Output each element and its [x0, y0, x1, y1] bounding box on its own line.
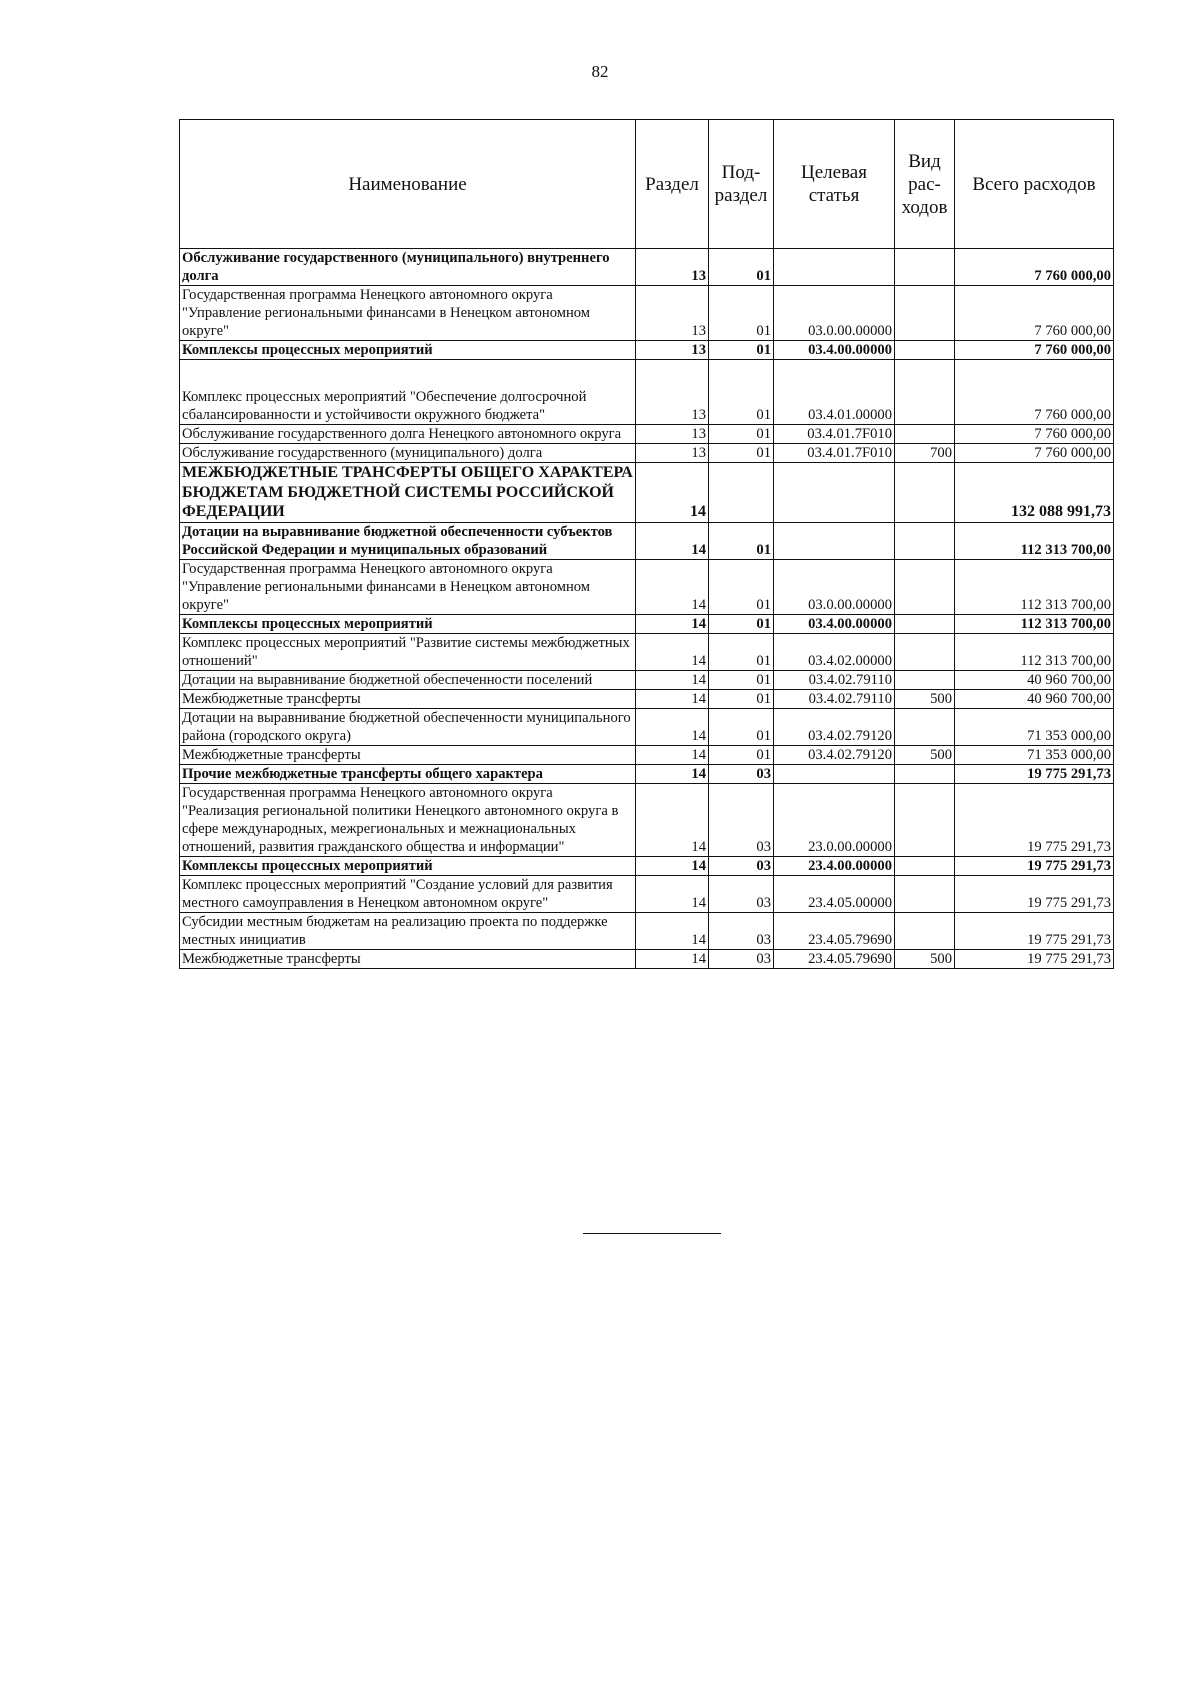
row-name: Обслуживание государственного (муниципального) долга — [180, 444, 636, 463]
row-name: Обслуживание государственного (муниципального) внутреннего долга — [180, 249, 636, 286]
table-row — [180, 764, 1114, 783]
row-total: 19 775 291,73 — [955, 949, 1114, 968]
row-subsection: 01 — [709, 444, 774, 463]
row-target-article: 03.4.00.00000 — [774, 341, 895, 360]
row-total: 40 960 700,00 — [955, 689, 1114, 708]
row-section: 14 — [636, 764, 709, 783]
row-expense-kind — [895, 912, 955, 949]
row-section: 13 — [636, 341, 709, 360]
row-name: Государственная программа Ненецкого автономного округа "Реализация региональной политики Ненецкого автономного округа в сфере международных, межрегиональных и межнациональных отношений, развития гражданского общества и информации" — [180, 783, 636, 856]
row-name: Комплекс процессных мероприятий "Обеспечение долгосрочной сбалансированности и устойчивости окружного бюджета" — [180, 360, 636, 425]
row-name: Дотации на выравнивание бюджетной обеспеченности поселений — [180, 670, 636, 689]
row-name: Комплексы процессных мероприятий — [180, 856, 636, 875]
row-expense-kind — [895, 425, 955, 444]
row-section: 13 — [636, 286, 709, 341]
row-subsection: 01 — [709, 522, 774, 559]
row-expense-kind — [895, 559, 955, 614]
row-expense-kind — [895, 249, 955, 286]
row-subsection: 01 — [709, 614, 774, 633]
row-subsection: 01 — [709, 689, 774, 708]
page-number: 82 — [591, 62, 609, 81]
row-target-article — [774, 764, 895, 783]
row-target-article: 03.4.02.79110 — [774, 670, 895, 689]
row-target-article: 23.0.00.00000 — [774, 783, 895, 856]
budget-table — [179, 119, 1114, 969]
row-target-article: 03.0.00.00000 — [774, 286, 895, 341]
row-subsection: 01 — [709, 360, 774, 425]
table-row — [180, 670, 1114, 689]
row-subsection: 03 — [709, 949, 774, 968]
row-total: 112 313 700,00 — [955, 614, 1114, 633]
row-subsection: 01 — [709, 670, 774, 689]
table-row — [180, 856, 1114, 875]
row-section: 14 — [636, 522, 709, 559]
row-section: 14 — [636, 745, 709, 764]
row-target-article: 03.4.02.79110 — [774, 689, 895, 708]
row-name: Государственная программа Ненецкого автономного округа "Управление региональными финансами в Ненецком автономном округе" — [180, 559, 636, 614]
row-total: 112 313 700,00 — [955, 559, 1114, 614]
row-section: 13 — [636, 425, 709, 444]
row-expense-kind — [895, 783, 955, 856]
row-target-article: 23.4.00.00000 — [774, 856, 895, 875]
row-expense-kind — [895, 633, 955, 670]
row-target-article: 03.4.01.7F010 — [774, 444, 895, 463]
row-name: Комплексы процессных мероприятий — [180, 341, 636, 360]
row-expense-kind: 500 — [895, 689, 955, 708]
row-subsection: 01 — [709, 559, 774, 614]
row-total: 40 960 700,00 — [955, 670, 1114, 689]
row-section: 14 — [636, 689, 709, 708]
row-section: 14 — [636, 559, 709, 614]
row-name: Межбюджетные трансферты — [180, 689, 636, 708]
row-subsection: 01 — [709, 708, 774, 745]
table-body — [180, 249, 1114, 969]
table-row — [180, 559, 1114, 614]
row-target-article: 03.4.02.79120 — [774, 745, 895, 764]
row-target-article: 03.4.01.00000 — [774, 360, 895, 425]
row-target-article: 03.4.02.79120 — [774, 708, 895, 745]
row-total: 19 775 291,73 — [955, 783, 1114, 856]
row-name: Комплекс процессных мероприятий "Создание условий для развития местного самоуправления в Ненецком автономном округе" — [180, 875, 636, 912]
row-name: Комплекс процессных мероприятий "Развитие системы межбюджетных отношений" — [180, 633, 636, 670]
row-total: 7 760 000,00 — [955, 286, 1114, 341]
row-total: 7 760 000,00 — [955, 425, 1114, 444]
row-expense-kind: 500 — [895, 949, 955, 968]
col-header-total: Всего расходов — [955, 120, 1114, 249]
row-section: 14 — [636, 875, 709, 912]
row-target-article: 23.4.05.79690 — [774, 912, 895, 949]
row-expense-kind — [895, 670, 955, 689]
row-subsection: 03 — [709, 912, 774, 949]
row-section: 14 — [636, 856, 709, 875]
header-row — [180, 120, 1114, 249]
row-total: 7 760 000,00 — [955, 444, 1114, 463]
row-total: 19 775 291,73 — [955, 856, 1114, 875]
table-row — [180, 522, 1114, 559]
row-name: Прочие межбюджетные трансферты общего характера — [180, 764, 636, 783]
row-section: 14 — [636, 783, 709, 856]
row-section: 14 — [636, 633, 709, 670]
row-name: Субсидии местным бюджетам на реализацию проекта по поддержке местных инициатив — [180, 912, 636, 949]
row-expense-kind — [895, 286, 955, 341]
row-section: 14 — [636, 708, 709, 745]
row-section: 13 — [636, 249, 709, 286]
col-header-expense-kind: Вид рас- ходов — [895, 120, 955, 249]
row-expense-kind: 700 — [895, 444, 955, 463]
row-total: 112 313 700,00 — [955, 633, 1114, 670]
row-subsection: 03 — [709, 764, 774, 783]
row-target-article — [774, 522, 895, 559]
row-target-article — [774, 249, 895, 286]
row-expense-kind: 500 — [895, 745, 955, 764]
table-row — [180, 783, 1114, 856]
footer-divider — [583, 1233, 721, 1234]
row-expense-kind — [895, 614, 955, 633]
row-section: 14 — [636, 670, 709, 689]
row-expense-kind — [895, 875, 955, 912]
table-row — [180, 745, 1114, 764]
row-section: 14 — [636, 614, 709, 633]
row-section: 14 — [636, 463, 709, 523]
row-name: Межбюджетные трансферты — [180, 745, 636, 764]
row-total: 71 353 000,00 — [955, 745, 1114, 764]
row-name: Дотации на выравнивание бюджетной обеспеченности субъектов Российской Федерации и муниципальных образований — [180, 522, 636, 559]
row-subsection: 03 — [709, 875, 774, 912]
row-subsection: 01 — [709, 425, 774, 444]
row-subsection: 01 — [709, 633, 774, 670]
row-section: 13 — [636, 444, 709, 463]
row-expense-kind — [895, 856, 955, 875]
row-section: 14 — [636, 912, 709, 949]
row-expense-kind — [895, 764, 955, 783]
table-row — [180, 463, 1114, 523]
table-row — [180, 614, 1114, 633]
table-row — [180, 341, 1114, 360]
table-row — [180, 425, 1114, 444]
table-row — [180, 708, 1114, 745]
row-target-article: 03.4.02.00000 — [774, 633, 895, 670]
row-name: МЕЖБЮДЖЕТНЫЕ ТРАНСФЕРТЫ ОБЩЕГО ХАРАКТЕРА БЮДЖЕТАМ БЮДЖЕТНОЙ СИСТЕМЫ РОССИЙСКОЙ ФЕДЕРАЦИИ — [180, 463, 636, 523]
row-expense-kind — [895, 360, 955, 425]
row-subsection: 03 — [709, 783, 774, 856]
row-subsection — [709, 463, 774, 523]
row-total: 7 760 000,00 — [955, 341, 1114, 360]
row-total: 112 313 700,00 — [955, 522, 1114, 559]
table-row — [180, 444, 1114, 463]
row-name: Комплексы процессных мероприятий — [180, 614, 636, 633]
row-name: Межбюджетные трансферты — [180, 949, 636, 968]
row-total: 71 353 000,00 — [955, 708, 1114, 745]
row-subsection: 01 — [709, 745, 774, 764]
col-header-target-article: Целевая статья — [774, 120, 895, 249]
row-expense-kind — [895, 341, 955, 360]
row-target-article — [774, 463, 895, 523]
col-header-section: Раздел — [636, 120, 709, 249]
row-target-article: 03.4.01.7F010 — [774, 425, 895, 444]
row-total: 7 760 000,00 — [955, 360, 1114, 425]
table-row — [180, 949, 1114, 968]
row-target-article: 03.0.00.00000 — [774, 559, 895, 614]
row-total: 132 088 991,73 — [955, 463, 1114, 523]
col-header-subsection: Под- раздел — [709, 120, 774, 249]
table-row — [180, 875, 1114, 912]
table-row — [180, 360, 1114, 425]
row-name: Дотации на выравнивание бюджетной обеспеченности муниципального района (городского округа) — [180, 708, 636, 745]
row-subsection: 03 — [709, 856, 774, 875]
col-header-name: Наименование — [180, 120, 636, 249]
table-row — [180, 249, 1114, 286]
row-expense-kind — [895, 463, 955, 523]
table-row — [180, 633, 1114, 670]
row-section: 13 — [636, 360, 709, 425]
row-total: 7 760 000,00 — [955, 249, 1114, 286]
row-subsection: 01 — [709, 341, 774, 360]
table-row — [180, 912, 1114, 949]
row-section: 14 — [636, 949, 709, 968]
table-row — [180, 286, 1114, 341]
row-target-article: 23.4.05.79690 — [774, 949, 895, 968]
row-subsection: 01 — [709, 286, 774, 341]
row-total: 19 775 291,73 — [955, 875, 1114, 912]
row-expense-kind — [895, 708, 955, 745]
row-name: Обслуживание государственного долга Ненецкого автономного округа — [180, 425, 636, 444]
row-expense-kind — [895, 522, 955, 559]
row-name: Государственная программа Ненецкого автономного округа "Управление региональными финансами в Ненецком автономном округе" — [180, 286, 636, 341]
table-row — [180, 689, 1114, 708]
row-target-article: 03.4.00.00000 — [774, 614, 895, 633]
row-total: 19 775 291,73 — [955, 912, 1114, 949]
row-subsection: 01 — [709, 249, 774, 286]
row-total: 19 775 291,73 — [955, 764, 1114, 783]
table-header — [180, 120, 1114, 249]
row-target-article: 23.4.05.00000 — [774, 875, 895, 912]
